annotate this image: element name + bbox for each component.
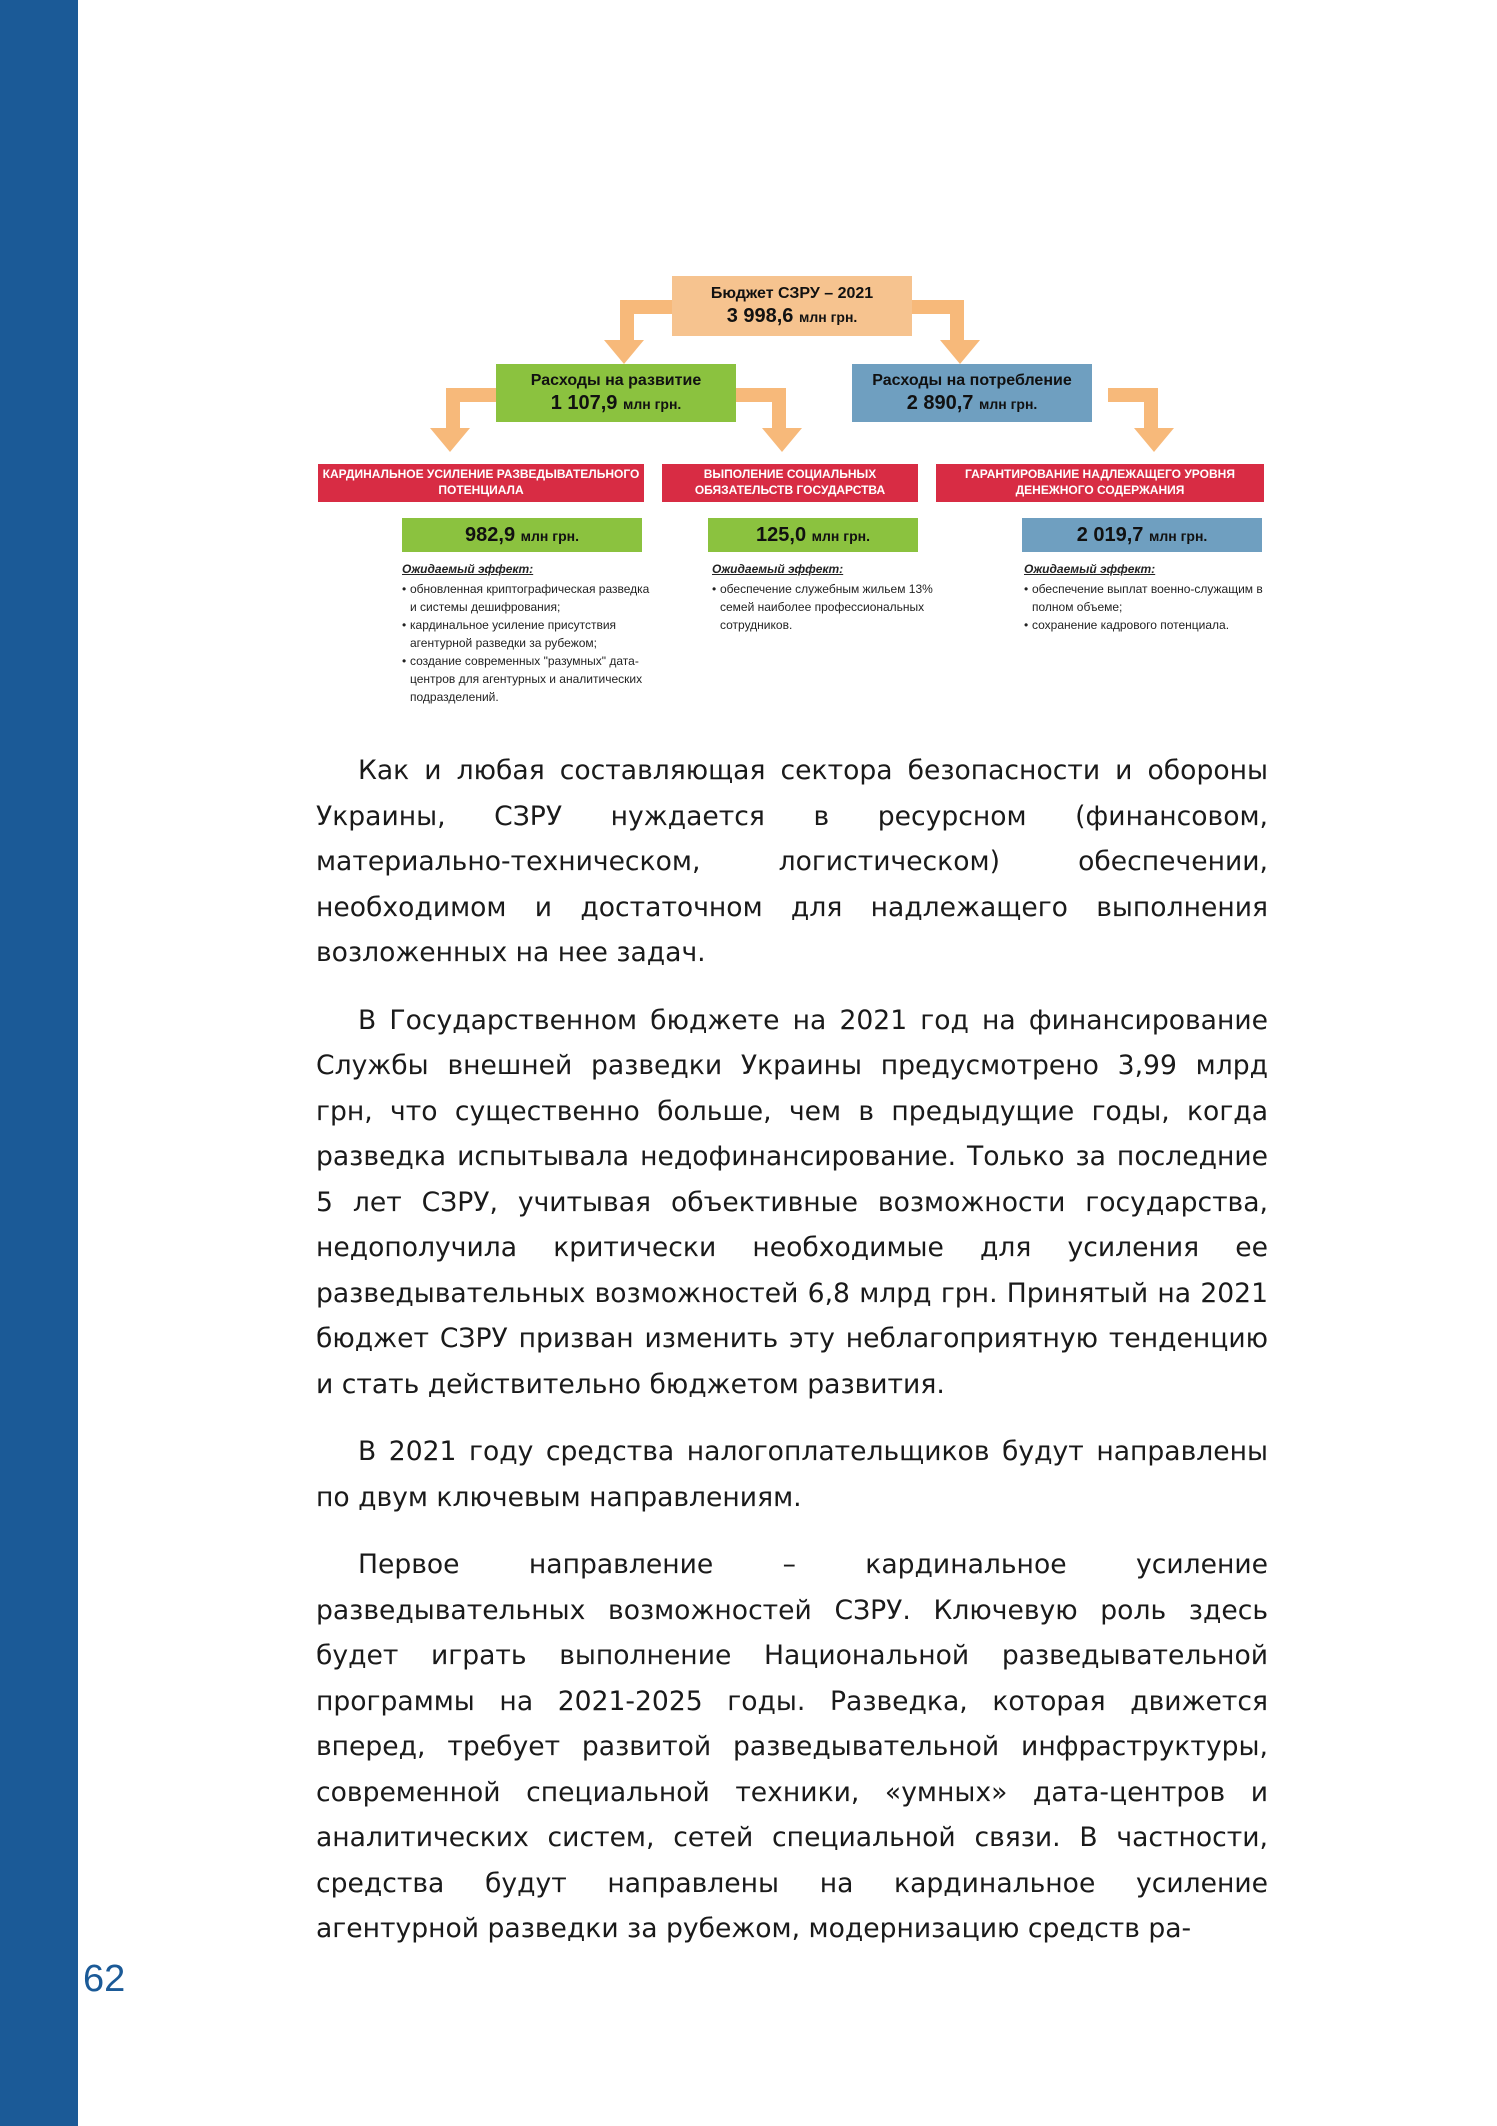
development-value-line bbox=[551, 391, 682, 416]
item-header: КАРДИНАЛЬНОЕ УСИЛЕНИЕ РАЗВЕДЫВАТЕЛЬНОГО ПОТЕНЦИАЛА bbox=[318, 464, 644, 502]
paragraph: Первое направление – кардинальное усиление разведывательных возможностей СЗРУ. Ключевую роль здесь будет играть выполнение Национальной разведывательной программы на 2021-2025 годы. Разведка, которая движется вперед, требует развитой разведывательной инфраструктуры, современной специальной техники, «умных» дата-центров и аналитических систем, сетей специальной связи. В частности, средства будут направлены на кардинальное усиление агентурной разведки за рубежом, модернизацию средств ра- bbox=[316, 1549, 1268, 1944]
document-subtitle: Общая информация о Службе внешней разведки Украины bbox=[116, 1055, 148, 1848]
arrow-down-right-icon bbox=[1108, 384, 1188, 454]
consumption-value: 2 890,7 bbox=[906, 391, 974, 414]
item-value: 982,9 bbox=[465, 523, 516, 546]
development-value: 1 107,9 bbox=[550, 391, 618, 414]
item-unit: млн грн. bbox=[1148, 527, 1208, 544]
item-effects bbox=[712, 560, 942, 634]
item-value-box bbox=[1022, 518, 1262, 552]
paragraph: В Государственном бюджете на 2021 год на финансирование Службы внешней разведки Украины предусмотрено 3,99 млрд грн, что существенно больше, чем в предыдущие годы, когда разведка испытывала недофинансирование. Только за последние 5 лет СЗРУ, учитывая объективные возможности государства, недополучила критически необходимые для усиления ее разведывательных возможностей 6,8 млрд грн. Принятый на 2021 бюджет СЗРУ призван изменить эту неблагоприятную тенденцию и стать действительно бюджетом развития. bbox=[316, 1004, 1268, 1400]
effects-heading: Ожидаемый эффект: bbox=[1024, 562, 1156, 576]
item-value: 125,0 bbox=[756, 523, 807, 546]
consumption-value-line bbox=[907, 391, 1038, 416]
effect-item: • обеспечение служебным жильем 13% семей наиболее профессиональных сотрудников. bbox=[712, 580, 942, 634]
item-value-box bbox=[402, 518, 642, 552]
item-header: ГАРАНТИРОВАНИЕ НАДЛЕЖАЩЕГО УРОВНЯ ДЕНЕЖНОГО СОДЕРЖАНИЯ bbox=[936, 464, 1264, 502]
item-value-line bbox=[465, 523, 579, 548]
effects-heading: Ожидаемый эффект: bbox=[402, 562, 534, 576]
consumption-box bbox=[852, 364, 1092, 422]
item-value: 2 019,7 bbox=[1076, 523, 1144, 546]
arrow-down-right-icon bbox=[912, 296, 998, 366]
budget-total-box bbox=[672, 276, 912, 336]
budget-diagram bbox=[300, 260, 1280, 720]
paragraph: Как и любая составляющая сектора безопасности и обороны Украины, СЗРУ нуждается в ресурсном (финансовом, материально-техническом, логистическом) обеспечении, необходимом и достаточном для надлежащего выполнения возложенных на нее задач. bbox=[316, 755, 1268, 968]
page-number: 62 bbox=[83, 1958, 126, 2000]
body-text bbox=[316, 748, 1268, 1974]
item-value-line bbox=[1077, 523, 1208, 548]
consumption-unit: млн грн. bbox=[978, 395, 1038, 412]
effect-item: • обновленная криптографическая разведка и системы дешифрования; bbox=[402, 580, 652, 616]
development-unit: млн грн. bbox=[622, 395, 682, 412]
consumption-title: Расходы на потребление bbox=[872, 371, 1072, 389]
item-header: ВЫПОЛЕНИЕ СОЦИАЛЬНЫХ ОБЯЗАТЕЛЬСТВ ГОСУДАРСТВА bbox=[662, 464, 918, 502]
arrow-down-left-icon bbox=[586, 296, 672, 366]
budget-value-line bbox=[727, 304, 858, 329]
item-unit: млн грн. bbox=[811, 527, 870, 544]
arrow-down-left-icon bbox=[416, 384, 496, 454]
item-effects bbox=[1024, 560, 1264, 634]
book-title: Белая книга bbox=[73, 229, 103, 380]
budget-unit: млн грн. bbox=[798, 308, 858, 325]
effects-heading: Ожидаемый эффект: bbox=[712, 562, 844, 576]
item-value-box bbox=[708, 518, 918, 552]
item-unit: млн грн. bbox=[520, 527, 579, 544]
budget-value: 3 998,6 bbox=[726, 304, 794, 327]
effect-item: • обеспечение выплат военно-служащим в полном объеме; bbox=[1024, 580, 1264, 616]
item-effects bbox=[402, 560, 652, 706]
effect-item: • сохранение кадрового потенциала. bbox=[1024, 616, 1264, 634]
development-box bbox=[496, 364, 736, 422]
arrow-down-right-icon bbox=[736, 384, 816, 454]
budget-title: Бюджет СЗРУ – 2021 bbox=[710, 284, 874, 302]
item-value-line bbox=[756, 523, 870, 548]
paragraph: В 2021 году средства налогоплательщиков будут направлены по двум ключевым направлениям. bbox=[316, 1436, 1268, 1513]
effect-item: • создание современных "разумных" дата-центров для агентурных и аналитических подразделений. bbox=[402, 652, 652, 706]
development-title: Расходы на развитие bbox=[530, 371, 702, 389]
effect-item: • кардинальное усиление присутствия агентурной разведки за рубежом; bbox=[402, 616, 652, 652]
